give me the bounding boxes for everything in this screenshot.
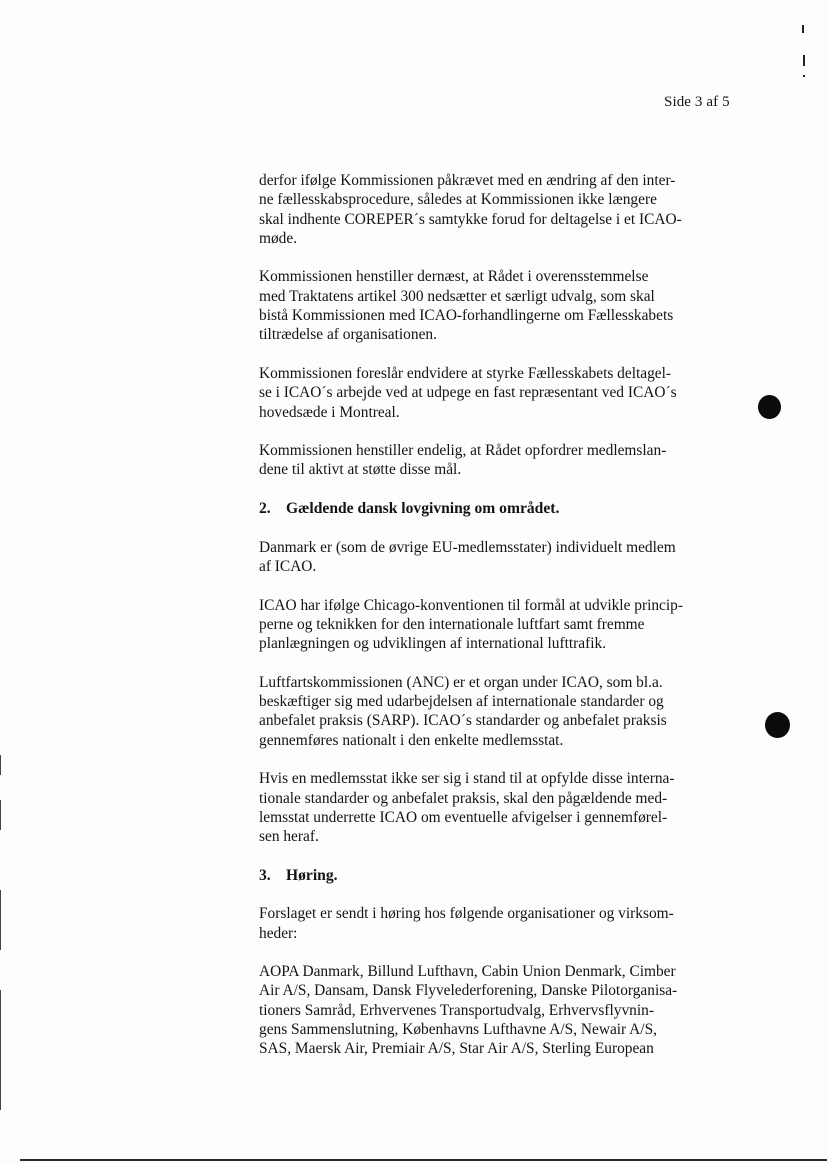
text-line: med Traktatens artikel 300 nedsætter et særligt udvalg, som skal: [259, 287, 655, 305]
text-line: Kommissionen henstiller dernæst, at Rådet i overensstemmelse: [259, 268, 649, 286]
text-line: anbefalet praksis (SARP). ICAO´s standarder og anbefalet praksis: [259, 712, 667, 730]
text-line: SAS, Maersk Air, Premiair A/S, Star Air A/S, Sterling European: [259, 1040, 654, 1058]
text-line: tionale standarder og anbefalet praksis, skal den pågældende med-: [259, 789, 668, 807]
section-title: Gældende dansk lovgivning om området.: [286, 500, 560, 518]
document-body: [259, 171, 749, 1059]
paragraph: [259, 441, 749, 480]
text-line: ICAO har ifølge Chicago-konventionen til formål at udvikle princip-: [259, 596, 683, 614]
section-number: 2.: [259, 500, 271, 518]
paragraph: [259, 538, 749, 577]
text-line: Hvis en medlemsstat ikke ser sig i stand til at opfylde disse interna-: [259, 770, 675, 788]
section-heading-3: [259, 866, 749, 885]
text-line: møde.: [259, 229, 298, 247]
section-heading-2: [259, 499, 749, 518]
paragraph: [259, 962, 749, 1058]
paragraph: [259, 596, 749, 654]
text-line: se i ICAO´s arbejde ved at udpege en fast repræsentant ved ICAO´s: [259, 384, 677, 402]
text-line: Danmark er (som de øvrige EU-medlemsstater) individuelt medlem: [259, 538, 676, 556]
text-line: Luftfartskommissionen (ANC) er et organ under ICAO, som bl.a.: [259, 673, 663, 691]
paragraph: [259, 769, 749, 846]
text-line: hovedsæde i Montreal.: [259, 403, 400, 421]
text-line: Forslaget er sendt i høring hos følgende organisationer og virksom-: [259, 905, 674, 923]
punch-hole: [758, 395, 781, 419]
scan-mark: [803, 55, 805, 66]
paragraph: [259, 267, 749, 344]
text-line: ne fællesskabsprocedure, således at Kommissionen ikke længere: [259, 191, 657, 209]
text-line: perne og teknikken for den internationale luftfart samt fremme: [259, 615, 645, 633]
scan-edge-line: [0, 755, 1, 775]
text-line: sen heraf.: [259, 828, 319, 846]
paragraph: [259, 171, 749, 248]
text-line: tioners Samråd, Erhvervenes Transportudvalg, Erhvervsflyvnin-: [259, 1001, 654, 1019]
text-line: beskæftiger sig med udarbejdelsen af internationale standarder og: [259, 693, 664, 711]
paragraph: [259, 364, 749, 422]
text-line: Kommissionen henstiller endelig, at Rådet opfordrer medlemslan-: [259, 442, 667, 460]
text-line: bistå Kommissionen med ICAO-forhandlingerne om Fællesskabets: [259, 307, 674, 325]
scan-edge-line: [0, 990, 1, 1110]
text-line: dene til aktivt at støtte disse mål.: [259, 461, 462, 479]
section-number: 3.: [259, 866, 271, 884]
paragraph: [259, 904, 749, 943]
text-line: derfor ifølge Kommissionen påkrævet med en ændring af den inter-: [259, 172, 676, 189]
paragraph: [259, 673, 749, 750]
text-line: Air A/S, Dansam, Dansk Flyvelederforening, Danske Pilotorganisa-: [259, 982, 678, 1000]
bottom-rule: [20, 1159, 827, 1161]
text-line: planlægningen og udviklingen af international lufttrafik.: [259, 635, 607, 653]
text-line: skal indhente COREPER´s samtykke forud for deltagelse i et ICAO-: [259, 210, 682, 228]
text-line: heder:: [259, 924, 298, 942]
text-line: gennemføres nationalt i den enkelte medlemsstat.: [259, 731, 564, 749]
text-line: AOPA Danmark, Billund Lufthavn, Cabin Union Denmark, Cimber: [259, 963, 676, 981]
punch-hole: [765, 712, 790, 738]
text-line: gens Sammenslutning, Københavns Lufthavne A/S, Newair A/S,: [259, 1021, 657, 1039]
scan-mark: [802, 25, 804, 33]
text-line: lemsstat underrette ICAO om eventuelle afvigelser i gennemførel-: [259, 808, 668, 826]
section-title: Høring.: [286, 866, 338, 884]
scan-edge-line: [0, 800, 1, 830]
scan-edge-line: [0, 890, 1, 950]
text-line: af ICAO.: [259, 557, 317, 575]
page-number: Side 3 af 5: [664, 94, 730, 110]
text-line: Kommissionen foreslår endvidere at styrke Fællesskabets deltagel-: [259, 364, 672, 382]
text-line: tiltrædelse af organisationen.: [259, 326, 437, 344]
scan-mark: [803, 75, 805, 77]
